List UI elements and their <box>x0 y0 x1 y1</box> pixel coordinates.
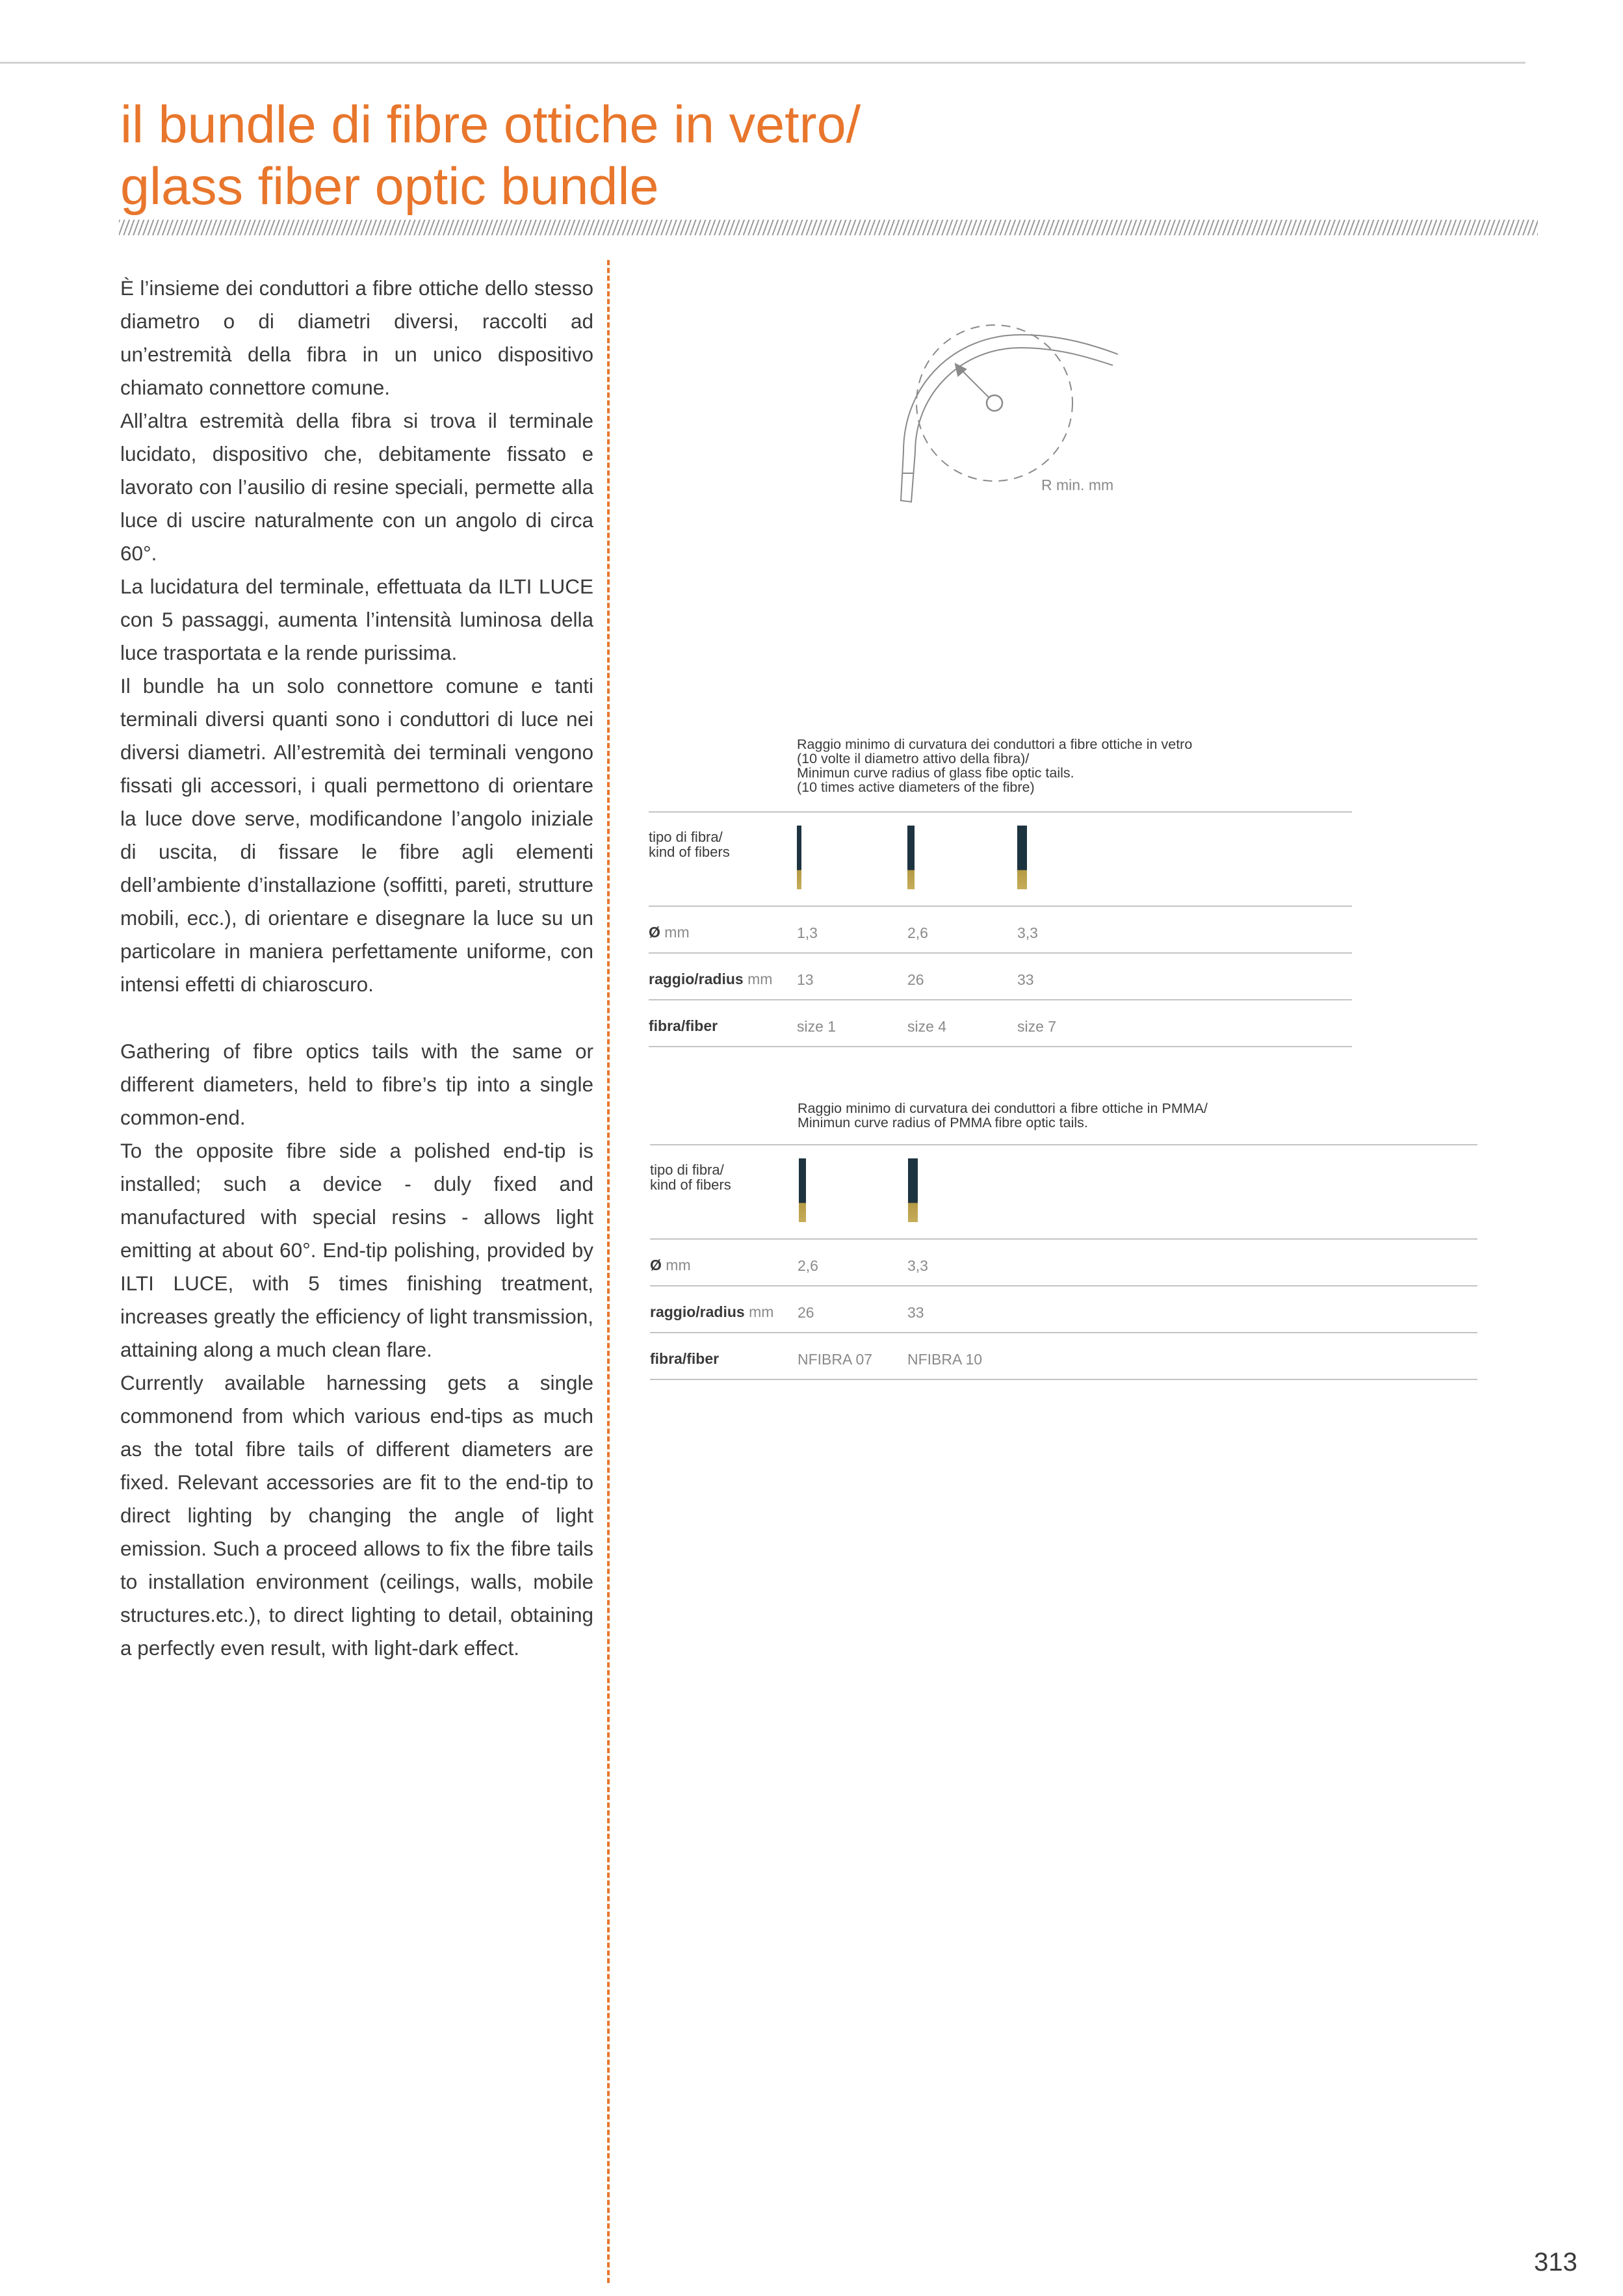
diameter-cell: 1,3 <box>797 924 818 941</box>
diameter-row-label: Ø mm <box>649 924 690 941</box>
page-title-line-1: il bundle di fibre ottiche in vetro/ <box>120 96 861 154</box>
diagram-label: R min. mm <box>1041 476 1114 493</box>
paragraph: All’altra estremità della fibra si trova il terminale lucidato, dispositivo che, debitamente fissato e lavorato con l’ausilio di resine speciali, permette alla luce di uscire naturalmente con un angolo di circa 60°. <box>120 409 593 565</box>
fiber-sample-size-1 <box>797 826 801 889</box>
caption-line: (10 times active diameters of the fibre) <box>797 779 1035 795</box>
caption-line: Minimun curve radius of glass fibe optic tails. <box>797 765 1074 781</box>
fiber-inner-edge <box>915 348 1113 452</box>
fiber-cell: size 4 <box>907 1018 947 1035</box>
fiber-sample-nfibra-10 <box>908 1158 918 1222</box>
kind-of-fibers-label <box>649 829 730 859</box>
table-caption <box>798 1101 1208 1130</box>
fiber-cell: size 7 <box>1017 1018 1057 1035</box>
table-rule <box>650 1285 1477 1286</box>
paragraph: Currently available harnessing gets a single commonend from which various end-tips as much as the total fibre tails of different diameters are fixed. Relevant accessories are fit to the end-tip to direct lighting by changing the angle of light emission. Such a proceed allows to fix the fibre tails to installation environment (ceilings, walls, mobile structures.etc.), to direct lighting to detail, obtaining a perfectly even result, with light-dark effect. <box>120 1371 593 1660</box>
caption-line: (10 volte il diametro attivo della fibra)/ <box>797 751 1030 766</box>
diameter-cell: 3,3 <box>1017 924 1038 941</box>
diameter-cell: 2,6 <box>798 1257 818 1274</box>
page-title <box>120 94 861 218</box>
table-rule <box>649 952 1352 954</box>
kind-label-line: kind of fibers <box>649 844 730 860</box>
fiber-row-label: fibra/fiber <box>649 1017 718 1034</box>
kind-label-line: tipo di fibra/ <box>650 1162 724 1178</box>
diameter-cell: 3,3 <box>907 1257 928 1274</box>
table-rule <box>649 906 1352 907</box>
curve-radius-diagram <box>884 306 1170 514</box>
diameter-cell: 2,6 <box>907 924 928 941</box>
paragraph: È l’insieme dei conduttori a fibre ottiche dello stesso diametro o di diametri diversi, raccolti ad un’estremità della fibra in un unico dispositivo chiamato connettore comune. <box>120 276 593 399</box>
table-rule <box>649 1046 1352 1047</box>
hatch-divider <box>119 220 1538 235</box>
caption-line: Minimun curve radius of PMMA fibre optic tails. <box>798 1115 1088 1130</box>
fiber-cell: NFIBRA 07 <box>798 1351 873 1368</box>
fiber-sample-size-4 <box>907 826 915 889</box>
radius-cell: 26 <box>798 1304 814 1321</box>
glass-fiber-table <box>649 735 1352 1047</box>
table-caption <box>797 737 1192 794</box>
paragraph: Il bundle ha un solo connettore comune e tanti terminali diversi quanti sono i conduttori di luce nei diversi diametri. All’estremità dei terminali vengono fissati gli accessori, i quali permettono di orientare la luce dove serve, modificandone l’angolo iniziale di uscita, di fissare le fibre agli elementi dell’ambiente d’installazione (soffitti, pareti, strutture mobili, ecc.), di orientare e disegnare la luce su un particolare in maniera perfettamente uniforme, con intensi effetti di chiaroscuro. <box>120 674 593 996</box>
radius-row-label: raggio/radius mm <box>649 971 773 987</box>
diameter-row-label: Ø mm <box>650 1257 691 1273</box>
caption-line: Raggio minimo di curvatura dei conduttori a fibre ottiche in PMMA/ <box>798 1101 1208 1116</box>
fiber-cell: size 1 <box>797 1018 837 1035</box>
kind-of-fibers-label <box>650 1162 731 1192</box>
pmma-fiber-table <box>650 1099 1477 1385</box>
table-rule <box>649 999 1352 1000</box>
table-rule <box>650 1238 1477 1240</box>
radius-cell: 33 <box>907 1304 924 1321</box>
paragraph: Gathering of fibre optics tails with the same or different diameters, held to fibre’s tip into a single common-end. <box>120 1039 593 1129</box>
fiber-row-label: fibra/fiber <box>650 1350 720 1367</box>
top-rule <box>0 62 1526 64</box>
body-text-english <box>120 1035 593 1665</box>
fiber-cell: NFIBRA 10 <box>907 1351 983 1368</box>
paragraph: To the opposite fibre side a polished end-tip is installed; such a device - duly fixed and manufactured with special resins - allows light emitting at about 60°. End-tip polishing, provided by ILTI LUCE, with 5 times finishing treatment, increases greatly the efficiency of light transmission, attaining along a much clean flare. <box>120 1139 593 1361</box>
caption-line: Raggio minimo di curvatura dei conduttori a fibre ottiche in vetro <box>797 737 1193 752</box>
column-divider <box>607 260 610 2283</box>
table-rule <box>650 1332 1477 1333</box>
radius-cell: 13 <box>797 971 814 988</box>
page-title-line-2: glass fiber optic bundle <box>120 157 659 216</box>
page-number: 313 <box>1534 2248 1578 2276</box>
body-text-italian <box>120 272 593 1001</box>
radius-center-dot <box>987 395 1002 411</box>
table-rule <box>650 1144 1477 1145</box>
paragraph: La lucidatura del terminale, effettuata da ILTI LUCE con 5 passaggi, aumenta l’intensità luminosa della luce trasportata e la rende purissima. <box>120 575 593 664</box>
radius-cell: 26 <box>907 971 924 988</box>
table-rule <box>649 811 1352 813</box>
table-rule <box>650 1379 1477 1380</box>
fiber-sample-nfibra-07 <box>799 1158 806 1222</box>
fiber-sample-size-7 <box>1017 826 1027 889</box>
kind-label-line: tipo di fibra/ <box>649 829 723 845</box>
radius-row-label: raggio/radius mm <box>650 1303 774 1320</box>
fiber-tip <box>901 452 915 502</box>
radius-cell: 33 <box>1017 971 1034 988</box>
kind-label-line: kind of fibers <box>650 1177 731 1193</box>
